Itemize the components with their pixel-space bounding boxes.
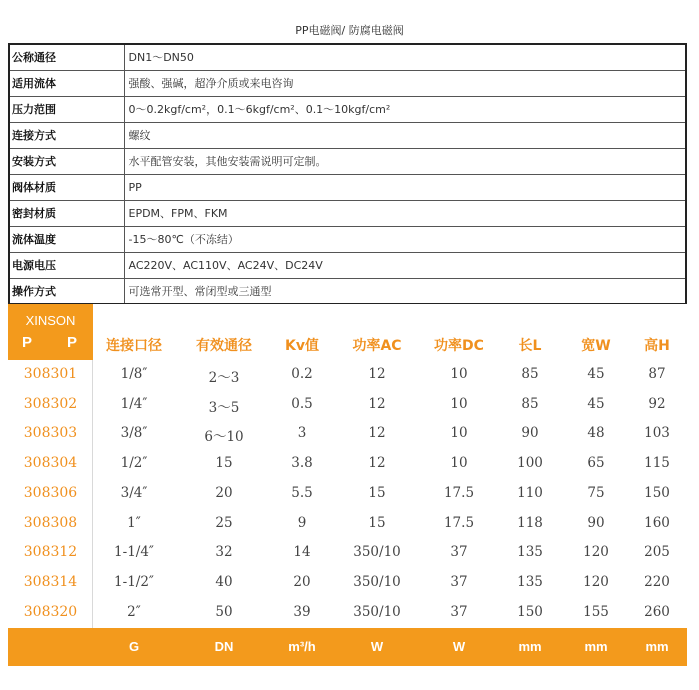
spec-value: EPDM、FPM、FKM [124,200,686,226]
column-header: 高H [644,338,670,354]
model-number: 308302 [23,395,78,412]
table-cell: 45 [587,395,605,412]
column-header: 宽W [581,338,611,354]
spec-value: PP [124,174,686,200]
brand-letter-p1: P [22,334,33,351]
table-cell: 120 [583,573,609,590]
table-row [8,598,687,628]
table-cell: 85 [521,366,539,382]
unit-label: DN [214,639,234,654]
table-cell: 20 [215,484,233,501]
table-cell: 12 [368,366,386,382]
table-cell: 85 [521,395,539,412]
table-cell: 90 [587,514,605,531]
model-number: 308303 [23,425,78,442]
table-cell: 1-1/4″ [114,544,154,561]
unit-bar [8,628,687,666]
spec-key: 操作方式 [9,278,124,304]
table-cell: 220 [644,573,670,590]
table-cell: 48 [587,425,605,442]
spec-row [9,226,686,252]
table-cell: 350/10 [353,544,401,561]
spec-value: DN1～DN50 [124,44,686,70]
table-cell: 3/8″ [120,425,148,442]
table-cell: 260 [644,603,670,620]
brand-box [8,304,93,360]
table-cell: 0.2 [291,366,313,382]
table-cell: 15 [368,514,386,531]
spec-value: 可选常开型、常闭型或三通型 [124,278,686,304]
spec-key: 公称通径 [9,44,124,70]
unit-label: W [452,639,466,654]
table-cell: 115 [644,455,670,472]
unit-label: m³/h [288,639,316,654]
spec-table [8,43,687,305]
table-cell: 45 [587,366,605,382]
spec-row [9,278,686,304]
table-cell: 92 [648,395,666,412]
column-header: 长L [518,338,542,354]
model-number: 308304 [23,455,78,472]
table-cell: 39 [293,603,311,620]
table-cell: 118 [517,514,543,531]
product-table-header [8,304,687,360]
table-cell: 37 [450,573,468,590]
page-title: PP电磁阀/ 防腐电磁阀 [295,24,404,37]
table-cell: 150 [517,603,543,620]
table-cell: 37 [450,603,468,620]
table-cell: 0.5 [291,395,313,412]
brand-name: XINSON [25,313,76,328]
spec-key: 适用流体 [9,70,124,96]
table-cell: 350/10 [353,603,401,620]
table-cell: 6～10 [204,429,244,446]
table-cell: 75 [587,484,605,501]
table-cell: 1/2″ [120,455,148,472]
table-cell: 17.5 [443,514,475,531]
table-cell: 1/4″ [120,395,148,412]
table-cell: 3/4″ [120,484,148,501]
table-cell: 10 [450,425,468,442]
spec-row [9,122,686,148]
table-cell: 15 [215,455,233,472]
table-row [8,449,687,479]
spec-value: 螺纹 [124,122,686,148]
product-table [8,304,687,666]
spec-value: 水平配管安装，其他安装需说明可定制。 [124,148,686,174]
table-row [8,479,687,509]
unit-label: G [128,639,140,654]
table-cell: 2″ [127,603,141,620]
table-row [8,509,687,539]
table-cell: 100 [517,455,543,472]
brand-letter-p2: P [67,334,78,351]
table-cell: 120 [583,544,609,561]
table-cell: 155 [583,603,609,620]
spec-key: 密封材质 [9,200,124,226]
spec-key: 连接方式 [9,122,124,148]
spec-key: 压力范围 [9,96,124,122]
column-header: 功率AC [352,338,402,354]
table-row [8,390,687,420]
table-cell: 135 [517,544,543,561]
table-row [8,568,687,598]
model-number: 308306 [23,484,78,501]
table-cell: 15 [368,484,386,501]
spec-row [9,96,686,122]
table-cell: 135 [517,573,543,590]
table-cell: 110 [517,484,543,501]
spec-value: AC220V、AC110V、AC24V、DC24V [124,252,686,278]
table-cell: 1-1/2″ [114,573,154,590]
table-cell: 103 [644,425,670,442]
table-cell: 1″ [127,514,141,531]
model-number: 308314 [23,573,78,590]
table-cell: 32 [215,544,233,561]
table-cell: 1/8″ [120,366,148,382]
table-cell: 2～3 [208,370,240,386]
table-cell: 14 [293,544,311,561]
table-cell: 160 [644,514,670,531]
spec-key: 流体温度 [9,226,124,252]
table-cell: 90 [521,425,539,442]
table-row [8,538,687,568]
table-cell: 87 [648,366,666,382]
table-row [8,419,687,449]
table-cell: 20 [293,573,311,590]
model-number: 308301 [23,366,78,382]
unit-label: mm [645,639,669,654]
spec-row [9,44,686,70]
spec-row [9,252,686,278]
column-header: 功率DC [434,338,484,354]
table-cell: 350/10 [353,573,401,590]
table-cell: 5.5 [291,484,313,501]
spec-key: 阀体材质 [9,174,124,200]
column-header: 连接口径 [106,338,162,354]
model-number: 308312 [23,544,78,561]
column-header: Kv值 [285,338,319,354]
table-cell: 12 [368,395,386,412]
unit-label: mm [584,639,608,654]
spec-value: 0～0.2kgf/cm²，0.1～6kgf/cm²、0.1～10kgf/cm² [124,96,686,122]
table-cell: 40 [215,573,233,590]
table-cell: 150 [644,484,670,501]
table-cell: 10 [450,366,468,382]
table-cell: 12 [368,425,386,442]
unit-label: W [370,639,384,654]
spec-row [9,148,686,174]
table-cell: 65 [587,455,605,472]
model-number: 308308 [23,514,78,531]
spec-row [9,200,686,226]
unit-label: mm [518,639,542,654]
table-cell: 25 [215,514,233,531]
spec-key: 电源电压 [9,252,124,278]
table-cell: 3～5 [208,399,240,416]
table-row [8,360,687,390]
column-header: 有效通径 [196,338,252,354]
table-cell: 10 [450,395,468,412]
table-cell: 10 [450,455,468,472]
spec-key: 安装方式 [9,148,124,174]
table-cell: 12 [368,455,386,472]
spec-row [9,70,686,96]
table-cell: 17.5 [443,484,475,501]
table-cell: 205 [644,544,670,561]
spec-row [9,174,686,200]
table-cell: 3.8 [291,455,313,472]
table-cell: 9 [297,514,307,531]
model-number: 308320 [23,603,78,620]
table-cell: 50 [215,603,233,620]
spec-value: -15～80℃（不冻结） [124,226,686,252]
spec-value: 强酸、强碱，超净介质或来电咨询 [124,70,686,96]
table-cell: 3 [297,425,307,442]
table-cell: 37 [450,544,468,561]
